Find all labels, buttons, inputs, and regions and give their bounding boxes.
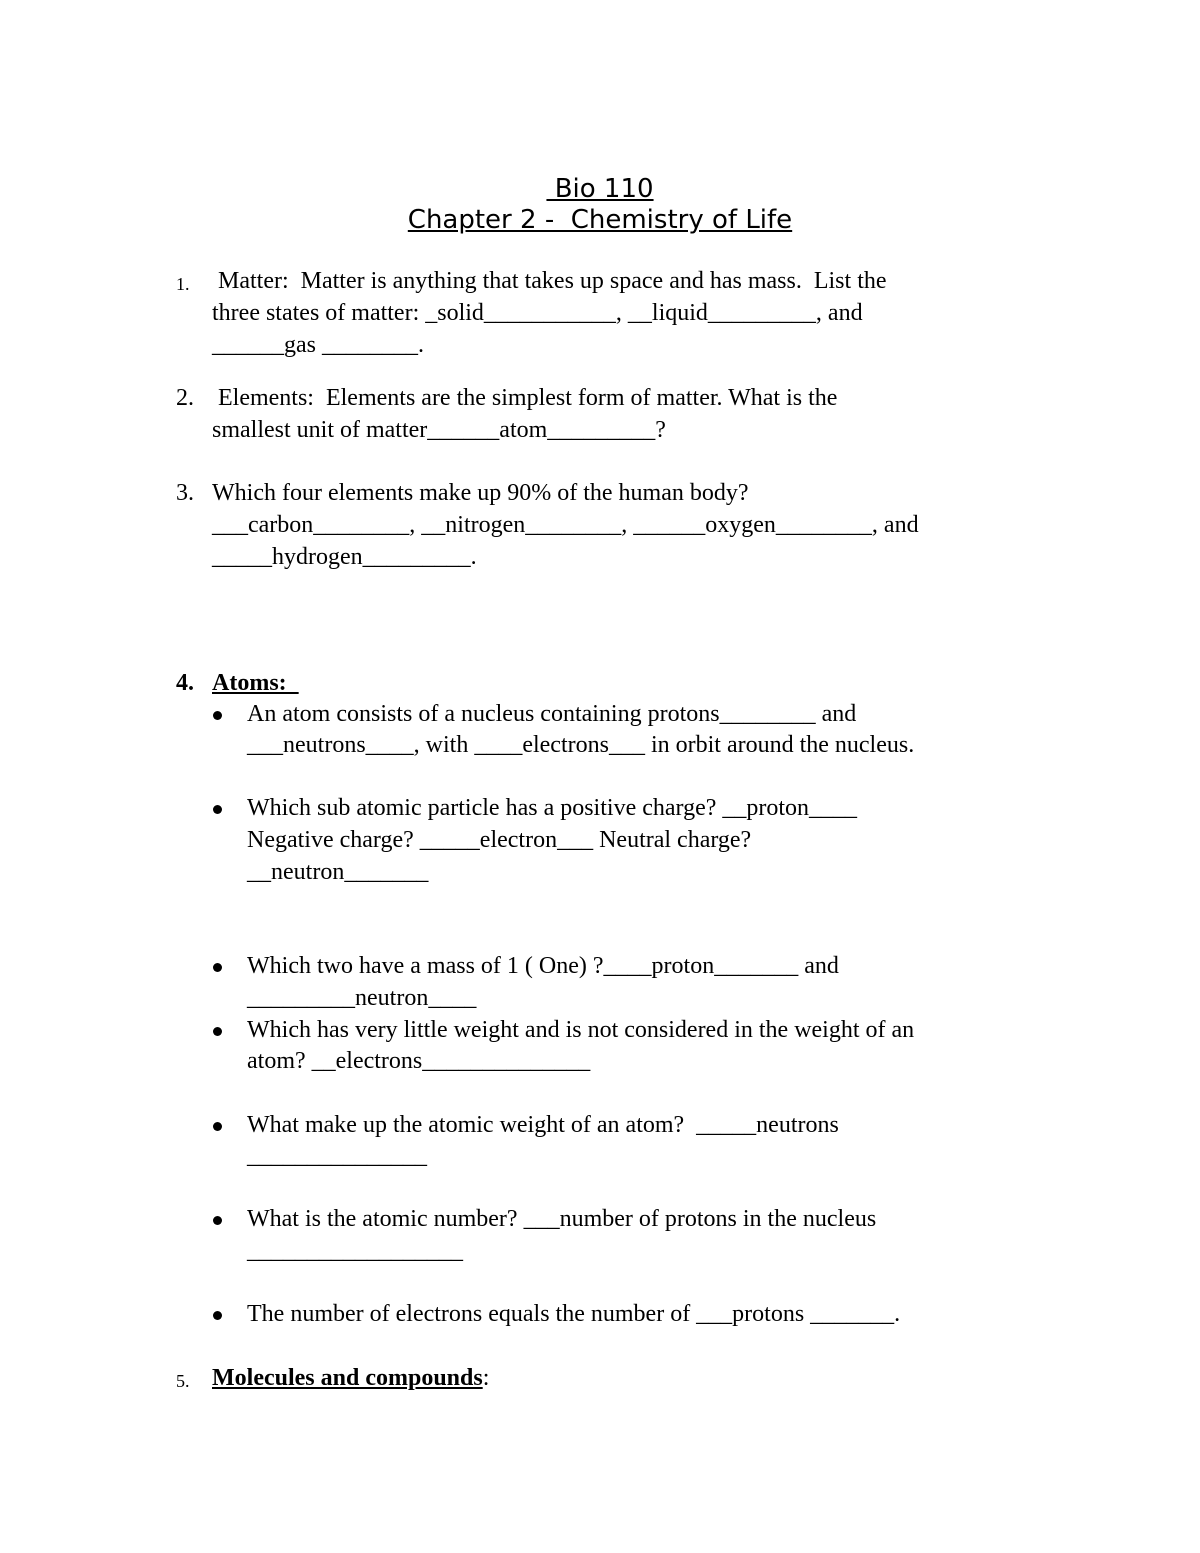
atoms-bullet-4-line-1: Which has very little weight and is not considered in the weight of an xyxy=(247,1017,915,1043)
bullet-icon xyxy=(213,1027,222,1036)
item-2-line-2: smallest unit of matter______atom_________? xyxy=(212,417,666,443)
item-number-5: 5. xyxy=(176,1371,190,1391)
atoms-bullet-2-line-3: __neutron_______ xyxy=(247,859,429,885)
bullet-icon xyxy=(213,805,222,814)
item-number-3: 3. xyxy=(176,480,194,506)
item-number-1: 1. xyxy=(176,274,190,294)
bullet-icon xyxy=(213,1122,222,1131)
atoms-bullet-5-line-2: _______________ xyxy=(247,1143,427,1169)
atoms-bullet-6-line-1: What is the atomic number? ___number of protons in the nucleus xyxy=(247,1206,877,1232)
atoms-bullet-4-line-2: atom? __electrons______________ xyxy=(247,1048,591,1074)
atoms-heading: Atoms: xyxy=(212,670,299,696)
item-1-line-3: ______gas ________. xyxy=(212,332,424,358)
item-3-line-1: Which four elements make up 90% of the human body? xyxy=(212,480,749,506)
bullet-icon xyxy=(213,1216,222,1225)
molecules-heading-line xyxy=(212,1365,489,1392)
atoms-bullet-6-line-2: __________________ xyxy=(247,1238,463,1264)
molecules-heading-colon: : xyxy=(482,1365,490,1391)
atoms-bullet-3-line-2: _________neutron____ xyxy=(247,985,477,1011)
item-3-line-2: ___carbon________, __nitrogen________, ______oxygen________, and xyxy=(212,512,919,538)
item-number-2: 2. xyxy=(176,385,194,411)
molecules-heading: Molecules and compounds xyxy=(212,1365,483,1391)
bullet-icon xyxy=(213,963,222,972)
chapter-title: Chapter 2 - Chemistry of Life xyxy=(407,205,793,235)
atoms-bullet-2-line-2: Negative charge? _____electron___ Neutral charge? xyxy=(247,827,752,853)
item-1-line-1: Matter: Matter is anything that takes up space and has mass. List the xyxy=(212,268,887,294)
bullet-icon xyxy=(213,1311,222,1320)
item-1-line-2: three states of matter: _solid___________, __liquid_________, and xyxy=(212,300,863,326)
bullet-icon xyxy=(213,711,222,720)
atoms-bullet-3-line-1: Which two have a mass of 1 ( One) ?____proton_______ and xyxy=(247,953,839,979)
atoms-bullet-1-line-2: ___neutrons____, with ____electrons___ in orbit around the nucleus. xyxy=(247,732,915,758)
item-number-4: 4. xyxy=(176,670,194,696)
item-2-line-1: Elements: Elements are the simplest form of matter. What is the xyxy=(212,385,838,411)
atoms-bullet-7-line-1: The number of electrons equals the number of ___protons _______. xyxy=(247,1301,901,1327)
atoms-bullet-5-line-1: What make up the atomic weight of an atom? _____neutrons xyxy=(247,1112,839,1138)
item-3-line-3: _____hydrogen_________. xyxy=(212,544,477,570)
course-title: Bio 110 xyxy=(546,174,654,204)
atoms-bullet-1-line-1: An atom consists of a nucleus containing protons________ and xyxy=(247,701,857,727)
atoms-bullet-2-line-1: Which sub atomic particle has a positive charge? __proton____ xyxy=(247,795,858,821)
